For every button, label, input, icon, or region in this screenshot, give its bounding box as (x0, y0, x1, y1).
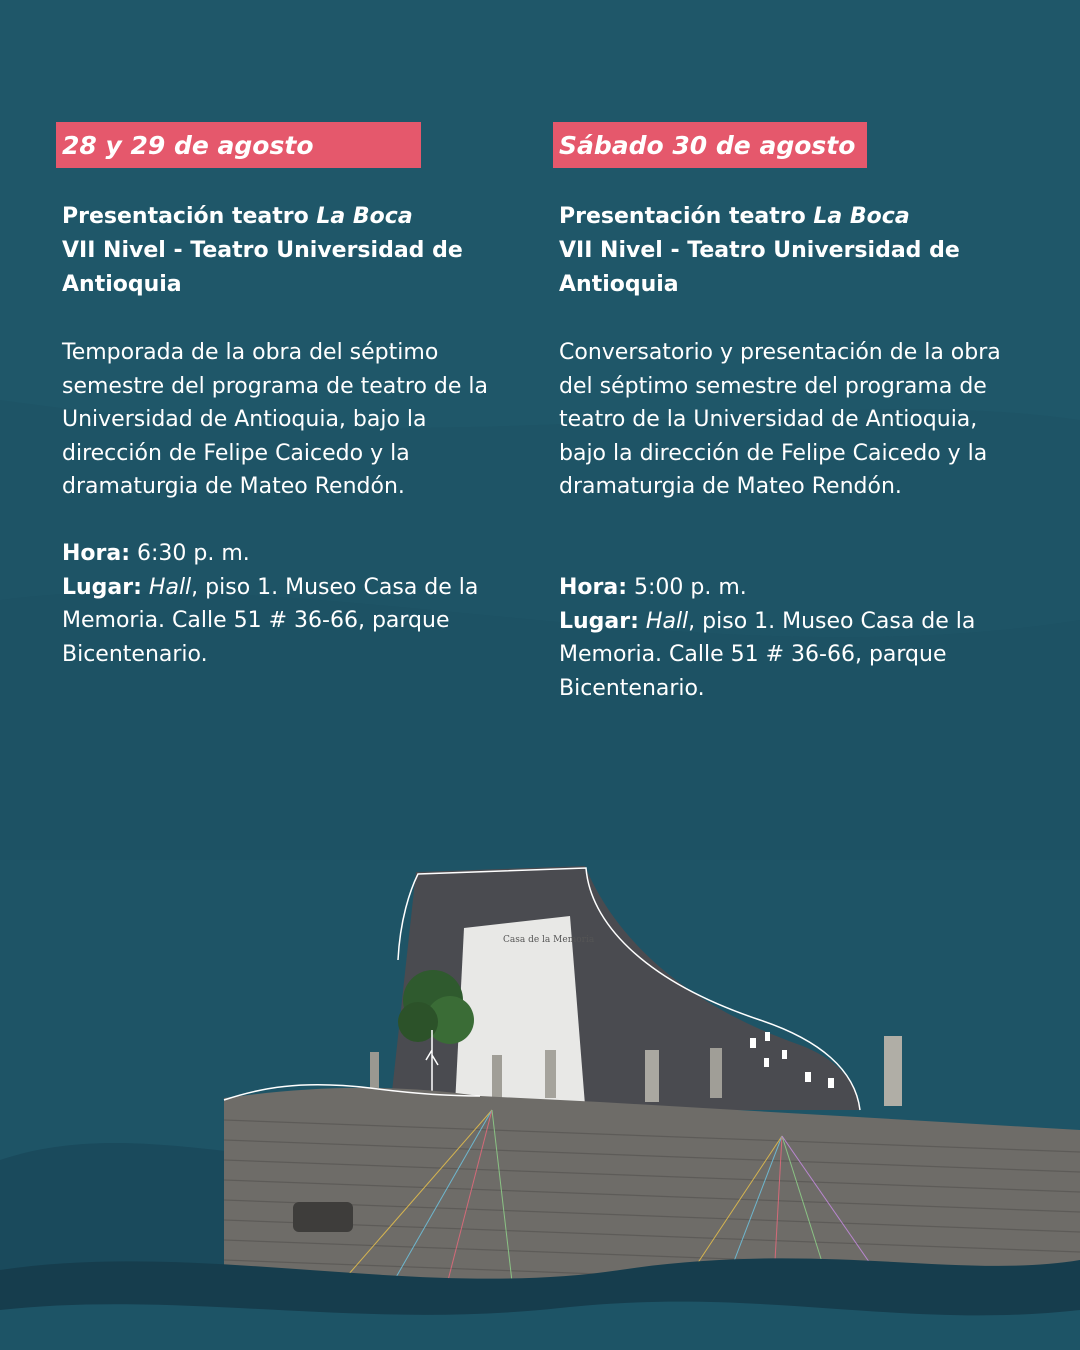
event-title: Presentación teatro La Boca VII Nivel - Teatro Universidad de Antioquia (62, 204, 463, 297)
building-sign: Casa de la Memoria (503, 935, 595, 945)
date-badge: 28 y 29 de agosto (56, 122, 421, 168)
event-card-1 (56, 122, 506, 671)
wall-opening (293, 1202, 353, 1232)
event-location: Lugar: Hall, piso 1. Museo Casa de la Memoria. Calle 51 # 36-66, parque Bicentenario. (62, 574, 479, 667)
event-time: Hora: 5:00 p. m. (559, 574, 747, 600)
pillar (710, 1048, 722, 1098)
museum-building-illustration (0, 860, 1080, 1350)
pillar (370, 1052, 379, 1092)
pillar (492, 1055, 502, 1099)
window (750, 1038, 756, 1048)
event-time: Hora: 6:30 p. m. (62, 540, 250, 566)
event-title: Presentación teatro La Boca VII Nivel - Teatro Universidad de Antioquia (559, 204, 960, 297)
window (782, 1050, 787, 1059)
event-details (559, 571, 1023, 705)
window (765, 1032, 770, 1041)
window (805, 1072, 811, 1082)
event-card-2 (553, 122, 1023, 705)
event-description: Temporada de la obra del séptimo semestre del programa de teatro de la Universidad de Antioquia, bajo la dirección de Felipe Caicedo y la dramaturgia de Mateo Rendón. (62, 340, 488, 500)
event-details (62, 537, 506, 671)
date-badge: Sábado 30 de agosto (553, 122, 867, 168)
pillar (645, 1050, 659, 1102)
pillar (884, 1036, 902, 1106)
window (764, 1058, 769, 1067)
pillar (545, 1050, 556, 1098)
window (828, 1078, 834, 1088)
event-description: Conversatorio y presentación de la obra del séptimo semestre del programa de teatro de la Universidad de Antioquia, bajo la dirección de Felipe Caicedo y la dramaturgia de Mateo Rendón. (559, 340, 1001, 500)
event-location: Lugar: Hall, piso 1. Museo Casa de la Memoria. Calle 51 # 36-66, parque Bicentenario. (559, 608, 976, 701)
